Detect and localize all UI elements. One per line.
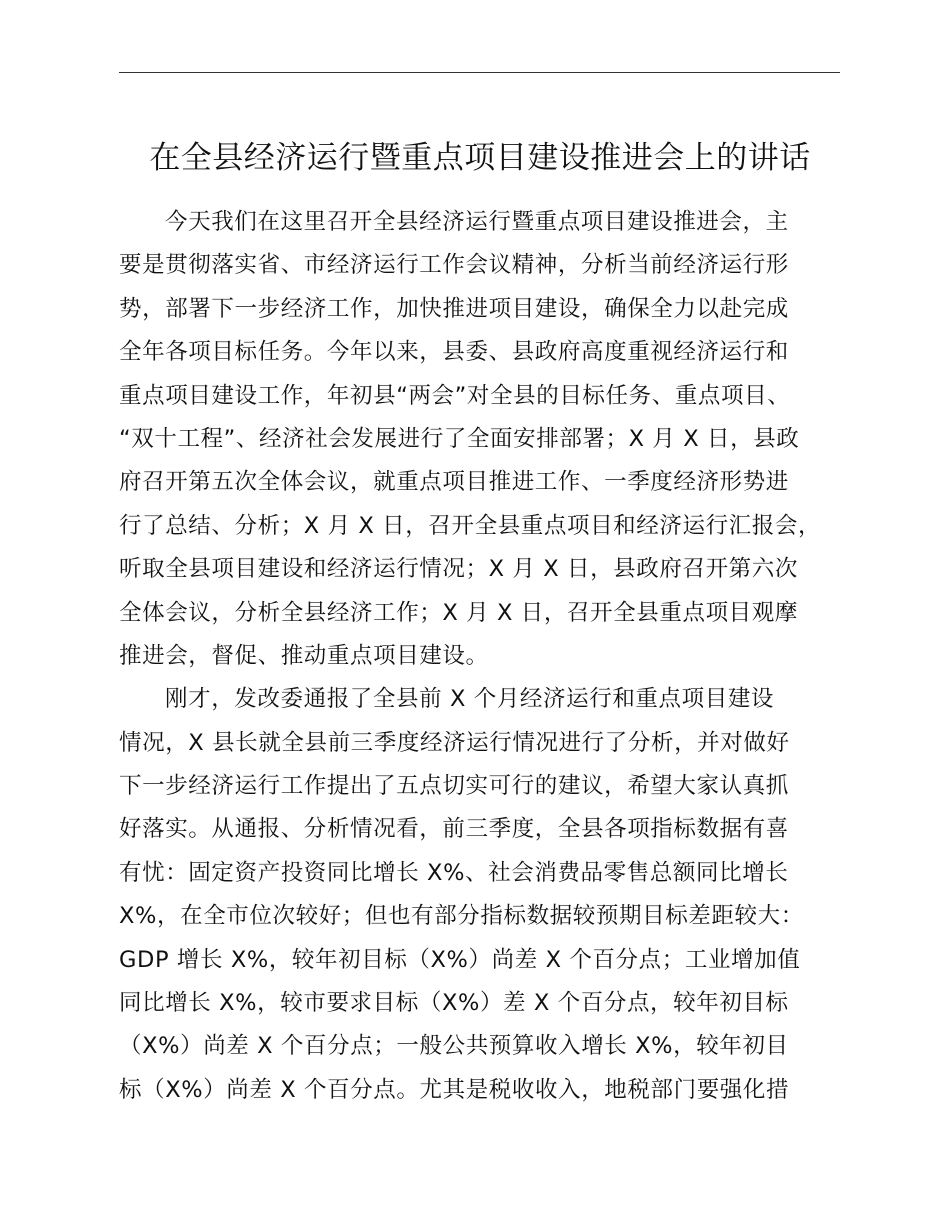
paragraph-2-line-10: 标（X%）尚差 X 个百分点。尤其是税收收入，地税部门要强化措: [119, 1076, 790, 1103]
paragraph-1-line-9: 听取全县项目建设和经济运行情况；X 月 X 日，县政府召开第六次: [119, 556, 798, 583]
paragraph-1-line-3: 势，部署下一步经济工作，加快推进项目建设，确保全力以赴完成: [119, 295, 789, 322]
paragraph-1-line-6: “双十工程”、经济社会发展进行了全面安排部署；X 月 X 日，县政: [119, 425, 800, 452]
paragraph-2-line-9: （X%）尚差 X 个百分点；一般公共预算收入增长 X%，较年初目: [119, 1033, 789, 1060]
paragraph-1-line-1: 今天我们在这里召开全县经济运行暨重点项目建设推进会，主: [165, 209, 789, 235]
paragraph-2-line-1: 刚才，发改委通报了全县前 X 个月经济运行和重点项目建设: [165, 686, 775, 713]
paragraph-2-line-6: X%，在全市位次较好；但也有部分指标数据较预期目标差距较大：: [119, 903, 804, 930]
header-rule: [119, 72, 840, 73]
paragraph-1-line-10: 全体会议，分析全县经济工作；X 月 X 日，召开全县重点项目观摩: [119, 599, 798, 626]
paragraph-2-line-2: 情况，X 县长就全县前三季度经济运行情况进行了分析，并对做好: [119, 729, 790, 756]
paragraph-2-line-5: 有忧：固定资产投资同比增长 X%、社会消费品零售总额同比增长: [119, 859, 789, 886]
paragraph-1-line-11: 推进会，督促、推动重点项目建设。: [119, 642, 489, 669]
paragraph-1-line-7: 府召开第五次全体会议，就重点项目推进工作、一季度经济形势进: [119, 469, 789, 496]
paragraph-1-line-2: 要是贯彻落实省、市经济运行工作会议精神，分析当前经济运行形: [119, 252, 789, 279]
paragraph-1-line-5: 重点项目建设工作，年初县“两会”对全县的目标任务、重点项目、: [119, 382, 791, 409]
paragraph-1-line-8: 行了总结、分析；X 月 X 日，召开全县重点项目和经济运行汇报会，: [119, 512, 822, 539]
paragraph-2-line-7: GDP 增长 X%，较年初目标（X%）尚差 X 个百分点；工业增加值: [119, 946, 801, 973]
paragraph-2-line-4: 好落实。从通报、分析情况看，前三季度，全县各项指标数据有喜: [119, 816, 789, 843]
document-body: [119, 201, 859, 1112]
paragraph-1-line-4: 全年各项目标任务。今年以来，县委、县政府高度重视经济运行和: [119, 339, 789, 366]
paragraph-2-line-8: 同比增长 X%，较市要求目标（X%）差 X 个百分点，较年初目标: [119, 990, 789, 1017]
paragraph-2-line-3: 下一步经济运行工作提出了五点切实可行的建议，希望大家认真抓: [119, 773, 789, 800]
document-title: 在全县经济运行暨重点项目建设推进会上的讲话: [149, 140, 811, 176]
